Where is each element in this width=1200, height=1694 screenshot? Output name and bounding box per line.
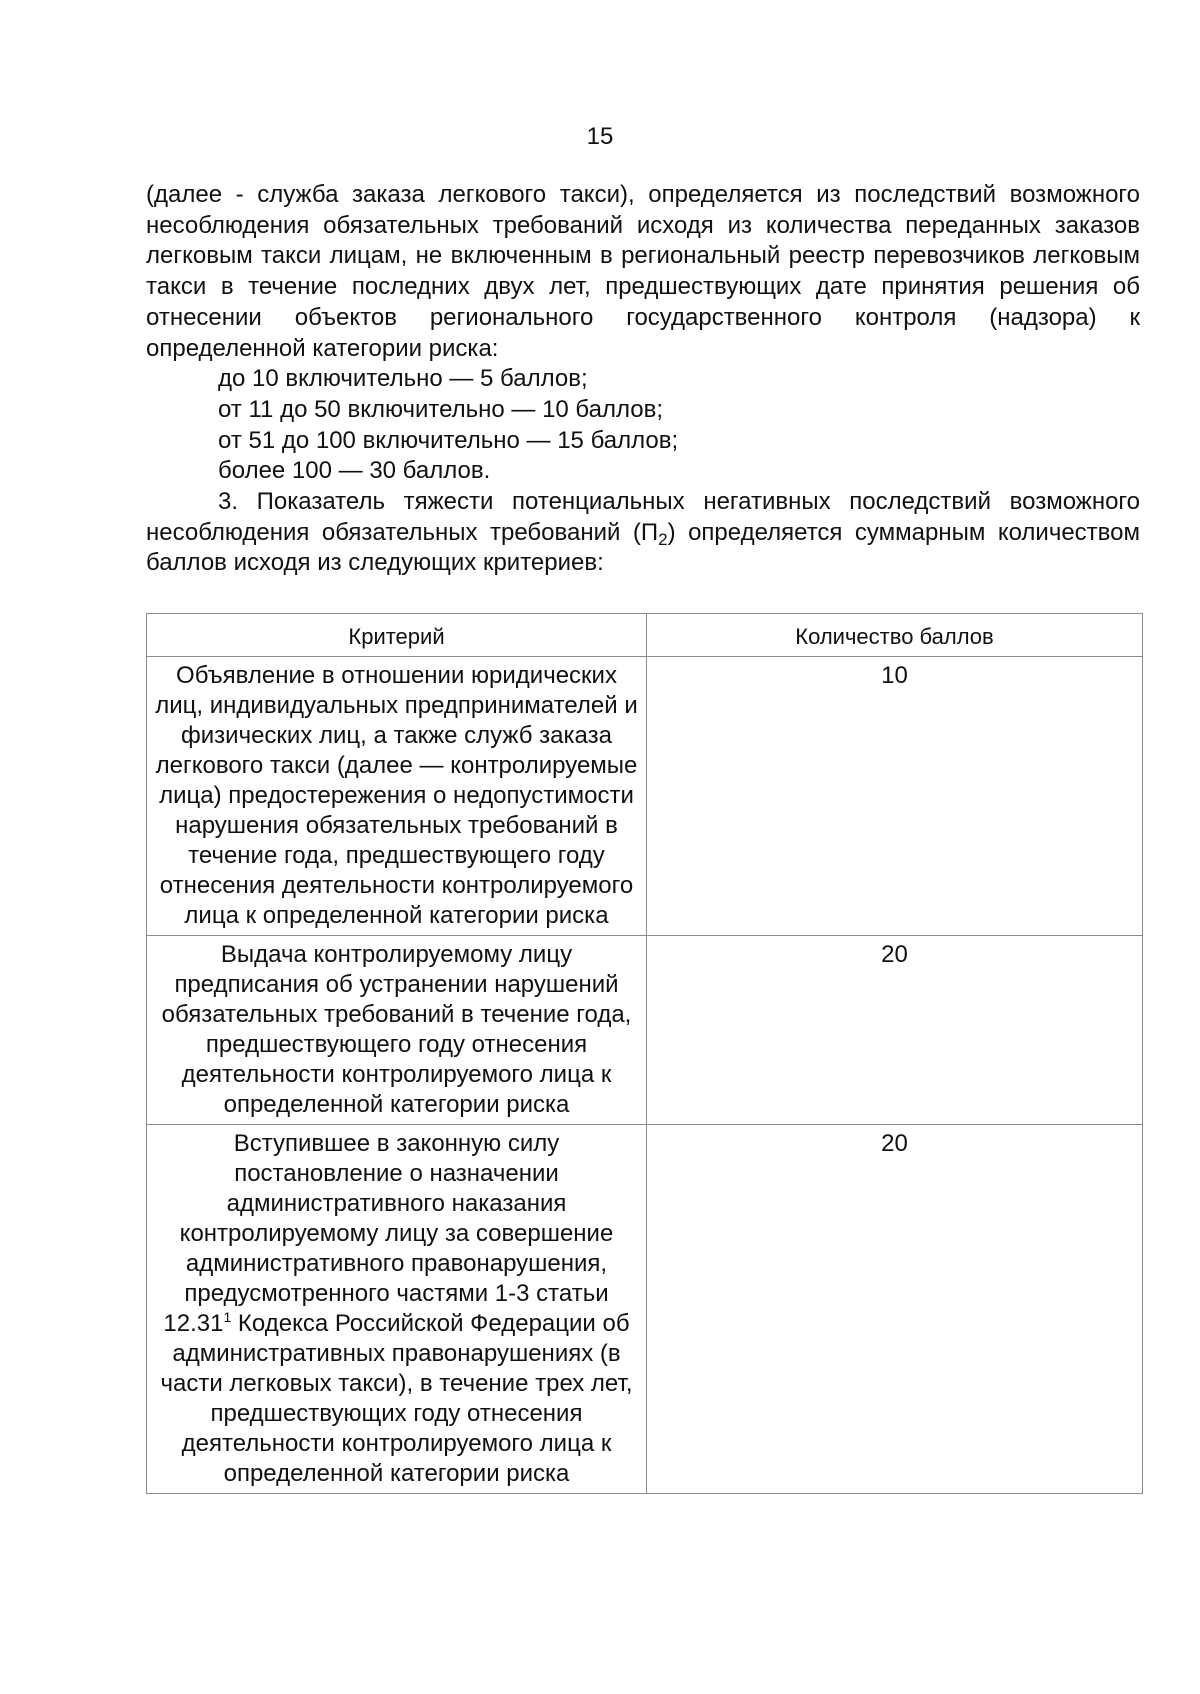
score-list-item: от 11 до 50 включительно — 10 баллов;: [218, 395, 664, 423]
intro-paragraph: (далее - служба заказа легкового такси), определяется из последствий возможного несоблюдения обязательных требований исходя из количества переданных заказов легковым такси лицам, не включенным в региональный реестр перевозчиков легковым такси в течение последних двух лет, предшествующих дате принятия решения об отнесении объектов регионального государственного контроля (надзора) к определенной категории риска:: [146, 181, 1140, 362]
criterion-text-end: Кодекса Российской Федерации об административных правонарушениях (в части легковых такси), в течение трех лет, предшествующих году отнесения деятельности контролируемого лица к определенной категории риска: [160, 1310, 633, 1487]
table-row: [147, 657, 1143, 936]
page-number: 15: [586, 123, 614, 150]
criterion-cell: Выдача контролируемому лицу предписания об устранении нарушений обязательных требований в течение года, предшествующего году отнесения деятельности контролируемого лица к определенной категории риска: [147, 936, 647, 1125]
score-list-item: от 51 до 100 включительно — 15 баллов;: [218, 426, 679, 454]
header-criterion: Критерий: [147, 614, 647, 657]
article-superscript: 1: [223, 1309, 232, 1325]
header-score: Количество баллов: [647, 614, 1143, 657]
table-row: [147, 936, 1143, 1125]
document-body: [146, 180, 1140, 579]
item-3-paragraph: [146, 487, 1140, 579]
item-3-text-start: 3. Показатель тяжести потенциальных негативных последствий возможного несоблюдения обязательных требований (П: [146, 488, 1140, 546]
score-cell: 20: [647, 1125, 1143, 1494]
criterion-cell: [147, 1125, 647, 1494]
item-3-subscript: 2: [658, 529, 668, 549]
score-cell: 20: [647, 936, 1143, 1125]
score-list-item: до 10 включительно — 5 баллов;: [218, 365, 588, 393]
table-header-row: [147, 614, 1143, 657]
item-3-text-end: ) определяется суммарным количеством баллов исходя из следующих критериев:: [146, 518, 1140, 577]
criterion-cell: Объявление в отношении юридических лиц, индивидуальных предпринимателей и физических лиц, а также служб заказа легкового такси (далее — контролируемые лица) предостережения о недопустимости нарушения обязательных требований в течение года, предшествующего году отнесения деятельности контролируемого лица к определенной категории риска: [147, 657, 647, 936]
table-row: [147, 1125, 1143, 1494]
criterion-text-start: Вступившее в законную силу постановление о назначении административного наказания контролируемому лицу за совершение административного правонарушения, предусмотренного частями 1-3 статьи 12.31: [163, 1130, 614, 1337]
score-list-item: более 100 — 30 баллов.: [218, 457, 491, 485]
criteria-table: [146, 613, 1143, 1494]
score-cell: 10: [647, 657, 1143, 936]
